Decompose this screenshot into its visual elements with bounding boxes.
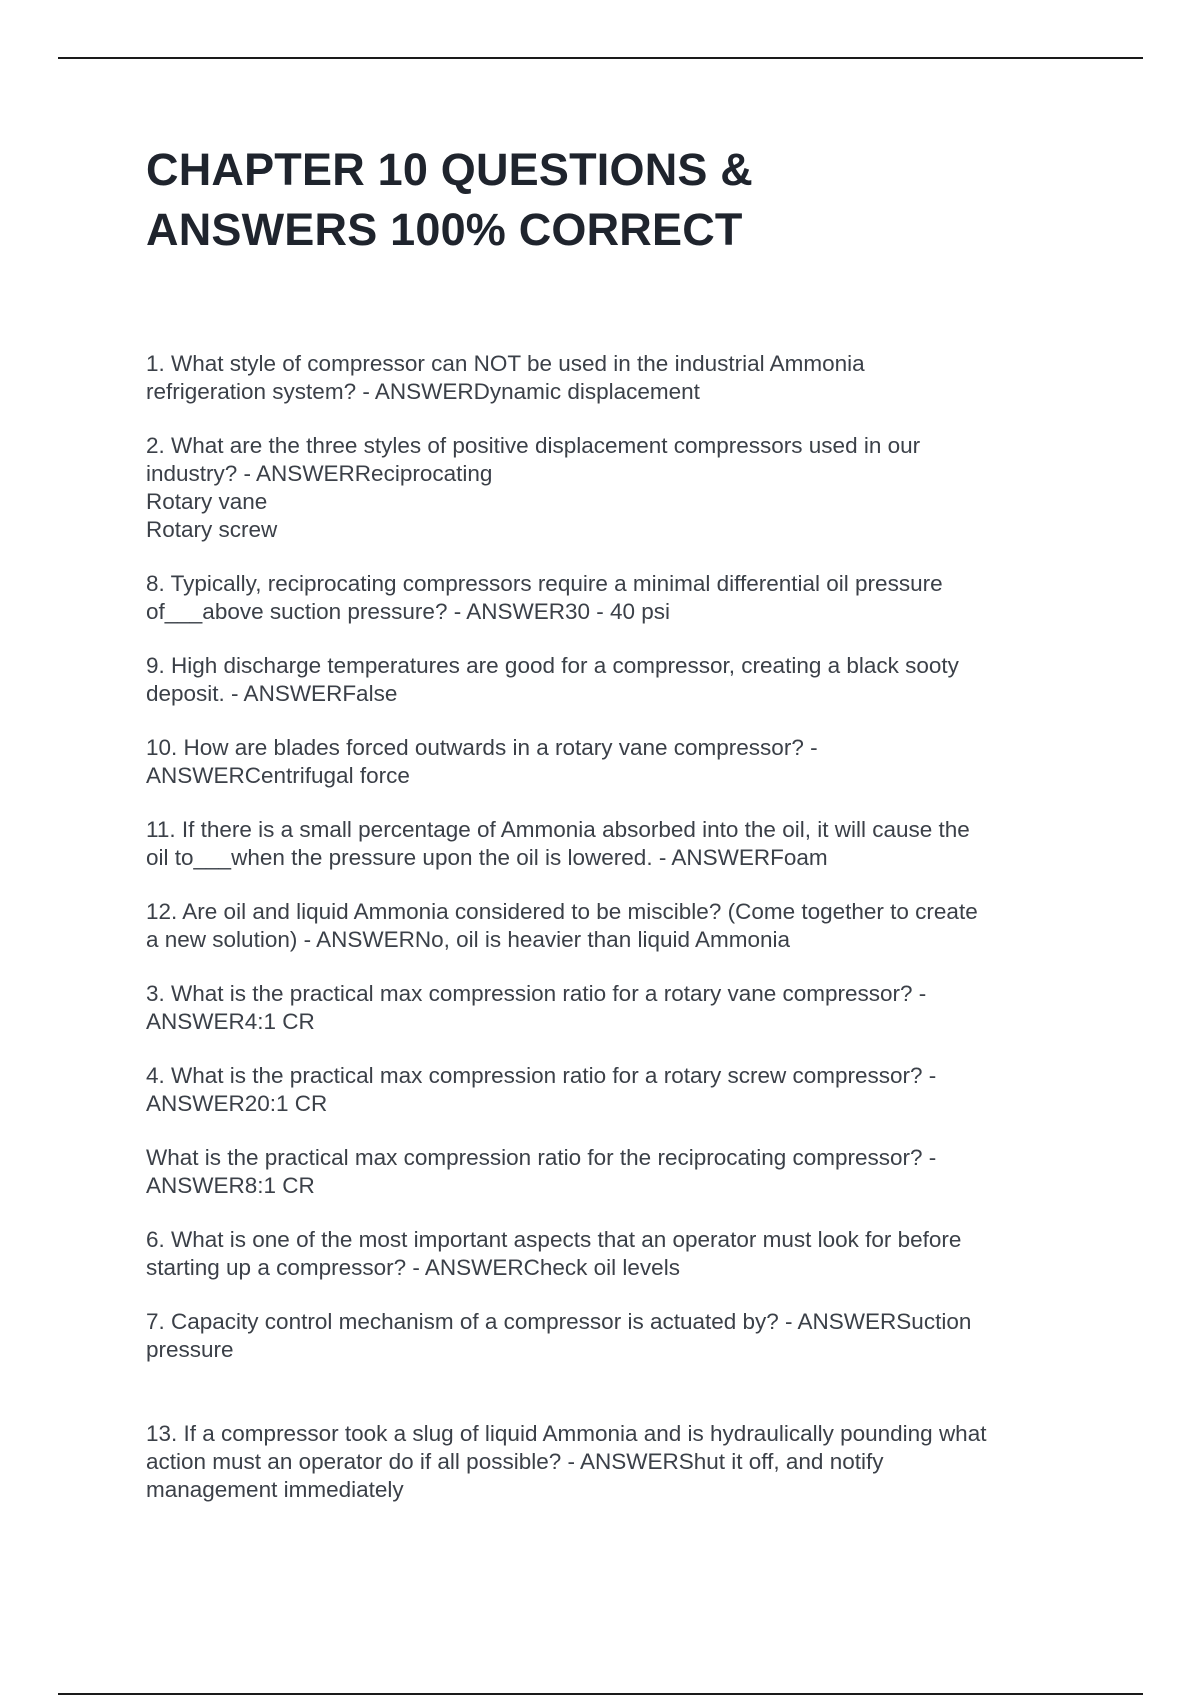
- title-line: ANSWERS 100% CORRECT: [146, 204, 743, 255]
- qa-item-13: [146, 1420, 1076, 1504]
- qa-line: action must an operator do if all possible? - ANSWERShut it off, and notify: [146, 1449, 884, 1474]
- qa-line: ANSWERCentrifugal force: [146, 763, 410, 788]
- qa-item-7: [146, 1308, 1076, 1364]
- qa-item-9: [146, 652, 1076, 708]
- qa-line: 9. High discharge temperatures are good for a compressor, creating a black sooty: [146, 653, 959, 678]
- qa-line: 1. What style of compressor can NOT be used in the industrial Ammonia: [146, 351, 865, 376]
- qa-item-4: [146, 1062, 1076, 1118]
- qa-line: deposit. - ANSWERFalse: [146, 681, 398, 706]
- qa-line: 7. Capacity control mechanism of a compressor is actuated by? - ANSWERSuction: [146, 1309, 972, 1334]
- qa-line: ANSWER8:1 CR: [146, 1173, 315, 1198]
- qa-item-10: [146, 734, 1076, 790]
- qa-item-6: [146, 1226, 1076, 1282]
- qa-line: starting up a compressor? - ANSWERCheck oil levels: [146, 1255, 680, 1280]
- qa-list: [146, 350, 1076, 1504]
- qa-line: management immediately: [146, 1477, 404, 1502]
- qa-line: 4. What is the practical max compression ratio for a rotary screw compressor? -: [146, 1063, 937, 1088]
- qa-line: What is the practical max compression ratio for the reciprocating compressor? -: [146, 1145, 937, 1170]
- qa-line: of___above suction pressure? - ANSWER30 - 40 psi: [146, 599, 671, 624]
- qa-line: pressure: [146, 1337, 234, 1362]
- qa-line: Rotary screw: [146, 517, 278, 542]
- qa-item-11: [146, 816, 1076, 872]
- qa-item-1: [146, 350, 1076, 406]
- qa-line: 6. What is one of the most important aspects that an operator must look for before: [146, 1227, 962, 1252]
- qa-line: 3. What is the practical max compression ratio for a rotary vane compressor? -: [146, 981, 927, 1006]
- qa-line: 13. If a compressor took a slug of liquid Ammonia and is hydraulically pounding what: [146, 1421, 987, 1446]
- qa-line: a new solution) - ANSWERNo, oil is heavier than liquid Ammonia: [146, 927, 791, 952]
- qa-line: 2. What are the three styles of positive displacement compressors used in our: [146, 433, 921, 458]
- qa-item-3: [146, 980, 1076, 1036]
- qa-item-8: [146, 570, 1076, 626]
- qa-line: ANSWER4:1 CR: [146, 1009, 315, 1034]
- document-body: [146, 140, 1076, 1530]
- qa-line: 12. Are oil and liquid Ammonia considered to be miscible? (Come together to create: [146, 899, 978, 924]
- qa-line: refrigeration system? - ANSWERDynamic displacement: [146, 379, 700, 404]
- qa-line: 10. How are blades forced outwards in a rotary vane compressor? -: [146, 735, 818, 760]
- qa-line: oil to___when the pressure upon the oil is lowered. - ANSWERFoam: [146, 845, 828, 870]
- qa-line: Rotary vane: [146, 489, 268, 514]
- bottom-divider: [58, 1693, 1143, 1695]
- title-line: CHAPTER 10 QUESTIONS &: [146, 144, 753, 195]
- qa-item-2: [146, 432, 1076, 544]
- qa-line: 11. If there is a small percentage of Ammonia absorbed into the oil, it will cause the: [146, 817, 970, 842]
- qa-line: ANSWER20:1 CR: [146, 1091, 328, 1116]
- qa-line: 8. Typically, reciprocating compressors require a minimal differential oil pressure: [146, 571, 943, 596]
- qa-line: industry? - ANSWERReciprocating: [146, 461, 493, 486]
- top-divider: [58, 57, 1143, 59]
- qa-item-5: [146, 1144, 1076, 1200]
- document-title: [146, 140, 1076, 260]
- qa-item-12: [146, 898, 1076, 954]
